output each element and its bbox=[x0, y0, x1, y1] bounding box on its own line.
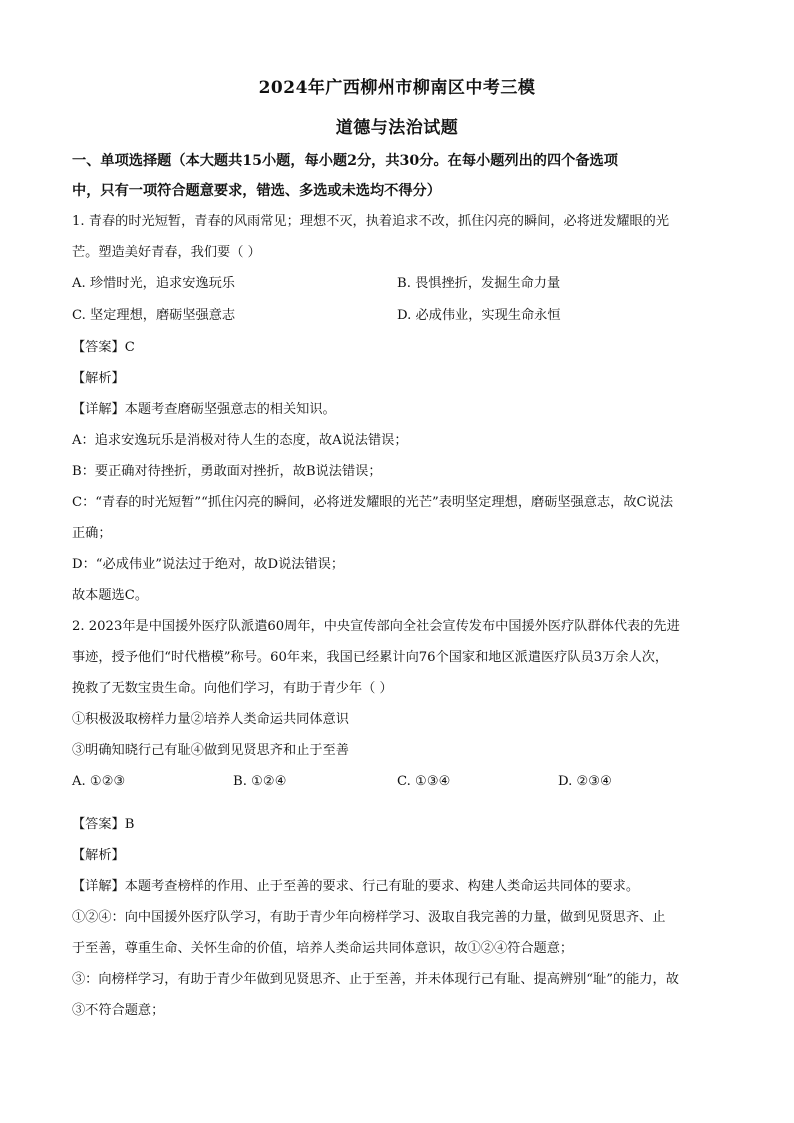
q1-answer: 【答案】C bbox=[72, 340, 135, 355]
q1-detail-a: A：追求安逸玩乐是消极对待人生的态度，故A说法错误； bbox=[72, 433, 408, 448]
q1-detail-intro: 【详解】本题考查磨砺坚强意志的相关知识。 bbox=[72, 402, 336, 417]
q2-choice-line2: ③明确知晓行己有耻④做到见贤思齐和止于至善 bbox=[72, 743, 349, 758]
q1-option-a: A. 珍惜时光，追求安逸玩乐 bbox=[72, 276, 235, 291]
q1-option-d: D. 必成伟业，实现生命永恒 bbox=[397, 308, 561, 323]
q1-option-c: C. 坚定理想，磨砺坚强意志 bbox=[72, 308, 236, 323]
q1-detail-c-line1: C：“青春的时光短暂”“抓住闪亮的瞬间，必将迸发耀眼的光芒”表明坚定理想，磨砺坚强意志，故C说法 bbox=[72, 495, 674, 510]
q2-detail-3-line1: ③：向榜样学习，有助于青少年做到见贤思齐、止于至善，并未体现行己有耻、提高辨别“耻”的能力，故 bbox=[72, 972, 679, 987]
q1-option-b: B. 畏惧挫折，发掘生命力量 bbox=[397, 276, 561, 291]
q2-choice-line1: ①积极汲取榜样力量②培养人类命运共同体意识 bbox=[72, 712, 349, 727]
q1-detail-d: D：“必成伟业”说法过于绝对，故D说法错误； bbox=[72, 557, 345, 572]
q2-analysis: 【解析】 bbox=[72, 848, 125, 863]
q2-answer: 【答案】B bbox=[72, 817, 135, 832]
q2-stem-line2: 事迹，授予他们“时代楷模”称号。60年来，我国已经累计向76个国家和地区派遣医疗队员3万余人次， bbox=[72, 650, 669, 665]
q1-stem-line2: 芒。塑造美好青春，我们要（ ） bbox=[72, 245, 261, 260]
q2-detail-124-line2: 于至善，尊重生命、关怀生命的价值，培养人类命运共同体意识，故①②④符合题意； bbox=[72, 941, 574, 956]
q1-stem-line1: 1. 青春的时光短暂，青春的风雨常见；理想不灭，执着追求不改，抓住闪亮的瞬间，必将迸发耀眼的光 bbox=[72, 214, 670, 229]
q2-detail-intro: 【详解】本题考查榜样的作用、止于至善的要求、行己有耻的要求、构建人类命运共同体的要求。 bbox=[72, 879, 640, 894]
q1-conclusion: 故本题选C。 bbox=[72, 588, 149, 603]
section-heading-line2: 中，只有一项符合题意要求，错选、多选或未选均不得分） bbox=[72, 183, 441, 199]
q2-option-a: A. ①②③ bbox=[72, 774, 126, 789]
q2-stem-line1: 2. 2023年是中国援外医疗队派遣60周年，中央宣传部向全社会宣传发布中国援外医疗队群体代表的先进 bbox=[72, 619, 680, 634]
q2-option-c: C. ①③④ bbox=[397, 774, 451, 789]
q1-detail-b: B：要正确对待挫折，勇敢面对挫折，故B说法错误； bbox=[72, 464, 382, 479]
page-subtitle: 道德与法治试题 bbox=[335, 118, 459, 138]
q2-option-b: B. ①②④ bbox=[233, 774, 287, 789]
q1-detail-c-line2: 正确； bbox=[72, 526, 112, 541]
q2-stem-line3: 挽救了无数宝贵生命。向他们学习，有助于青少年（ ） bbox=[72, 681, 393, 696]
q2-detail-3-line2: ③不符合题意； bbox=[72, 1003, 165, 1018]
page-title: 2024年广西柳州市柳南区中考三模 bbox=[258, 78, 536, 98]
q2-detail-124-line1: ①②④：向中国援外医疗队学习，有助于青少年向榜样学习、汲取自我完善的力量，做到见贤思齐、止 bbox=[72, 910, 666, 925]
section-heading-line1: 一、单项选择题（本大题共15小题，每小题2分，共30分。在每小题列出的四个备选项 bbox=[72, 153, 618, 169]
q2-option-d: D. ②③④ bbox=[558, 774, 612, 789]
q1-analysis: 【解析】 bbox=[72, 371, 125, 386]
